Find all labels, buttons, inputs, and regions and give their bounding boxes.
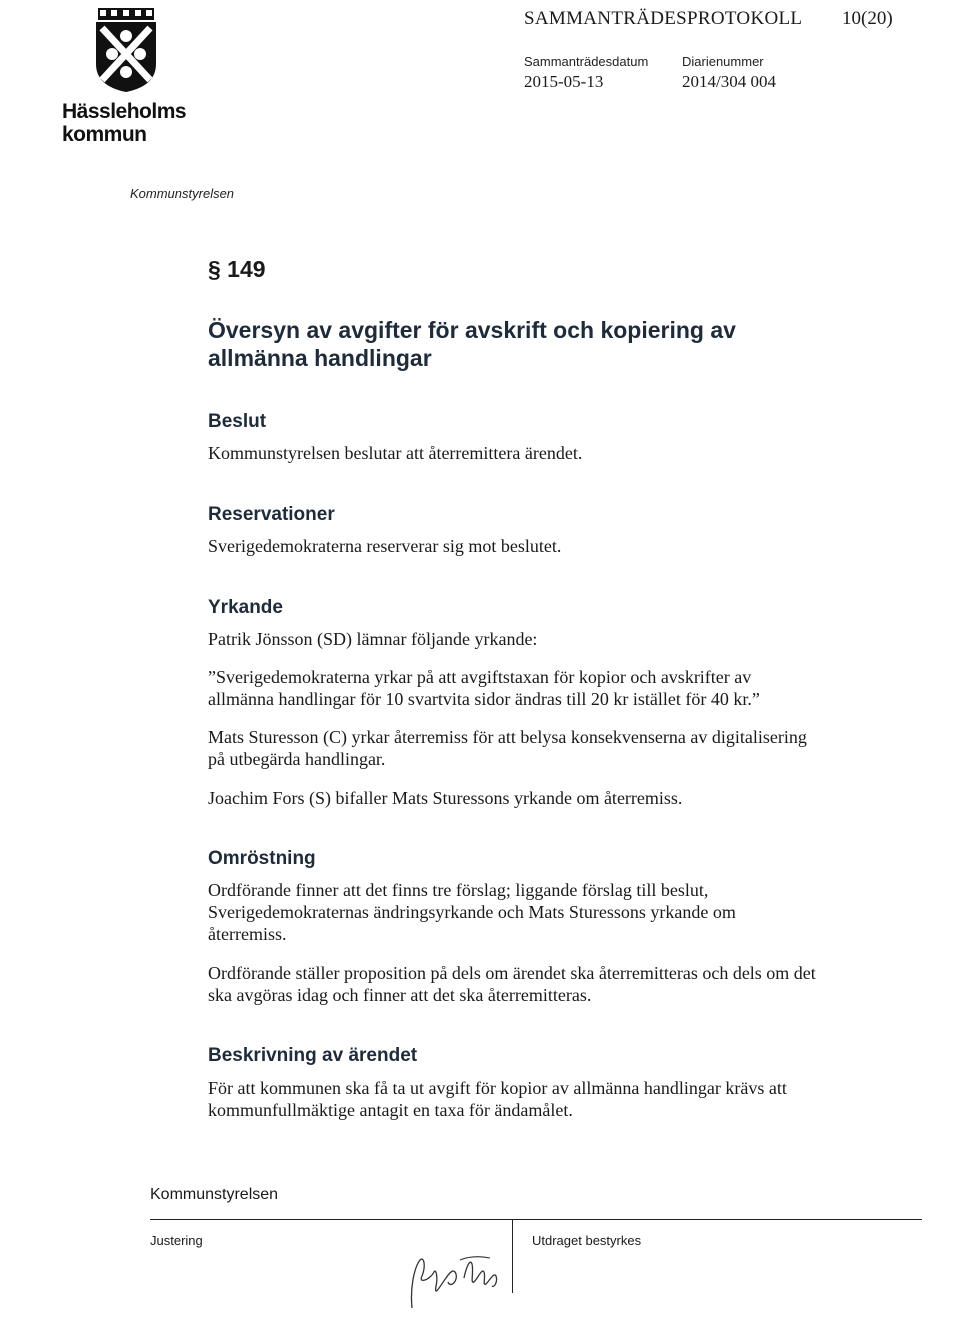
footer-column-divider xyxy=(512,1219,513,1293)
footer-department: Kommunstyrelsen xyxy=(150,1186,279,1203)
yrkande-fors: Joachim Fors (S) bifaller Mats Sturessons yrkande om återremiss. xyxy=(208,788,683,808)
beslut-text: Kommunstyrelsen beslutar att återremittera ärendet. xyxy=(208,443,583,463)
date-value: 2015-05-13 xyxy=(524,72,604,91)
document-title: Översyn av avgifter för avskrift och kopiering av allmänna handlingar xyxy=(208,317,736,371)
page-number: 10(20) xyxy=(842,8,893,29)
coat-of-arms-logo xyxy=(92,6,160,94)
handwritten-signature xyxy=(400,1238,512,1314)
yrkande-heading: Yrkande xyxy=(208,597,283,618)
beskrivning-heading: Beskrivning av ärendet xyxy=(208,1045,418,1066)
date-label: Sammanträdesdatum xyxy=(524,54,649,69)
omrostning-text-1: Ordförande finner att det finns tre förslag; liggande förslag till beslut, Sverigedemokraternas ändringsyrkande och Mats Sturessons yrkande om återremiss. xyxy=(208,880,736,944)
beskrivning-text: För att kommunen ska få ta ut avgift för kopior av allmänna handlingar krävs att kommunfullmäktige antagit en taxa för ändamålet. xyxy=(208,1078,787,1120)
reservationer-heading: Reservationer xyxy=(208,504,335,525)
yrkande-sturesson: Mats Sturesson (C) yrkar återremiss för att belysa konsekvenserna av digitalisering på utbegärda handlingar. xyxy=(208,727,807,769)
department-label: Kommunstyrelsen xyxy=(130,186,235,201)
footer-divider xyxy=(150,1219,922,1220)
omrostning-text-2: Ordförande ställer proposition på dels om ärendet ska återremitteras och dels om det ska avgöras idag och finner att det ska återremitteras. xyxy=(208,963,816,1005)
utdrag-label: Utdraget bestyrkes xyxy=(532,1233,642,1248)
beslut-heading: Beslut xyxy=(208,411,267,432)
reservationer-text: Sverigedemokraterna reserverar sig mot beslutet. xyxy=(208,536,562,556)
reference-label: Diarienummer xyxy=(682,54,764,69)
justering-label: Justering xyxy=(150,1233,203,1248)
omrostning-heading: Omröstning xyxy=(208,848,316,869)
paragraph-number: § 149 xyxy=(208,256,266,282)
org-name: Hässleholms kommun xyxy=(62,100,187,146)
reference-value: 2014/304 004 xyxy=(682,72,776,91)
yrkande-intro: Patrik Jönsson (SD) lämnar följande yrkande: xyxy=(208,629,538,649)
document-type: SAMMANTRÄDESPROTOKOLL xyxy=(524,8,803,29)
yrkande-quote: ”Sverigedemokraterna yrkar på att avgiftstaxan för kopior och avskrifter av allmänna handlingar för 10 svartvita sidor ändras till 20 kr istället för 40 kr.” xyxy=(208,667,760,709)
